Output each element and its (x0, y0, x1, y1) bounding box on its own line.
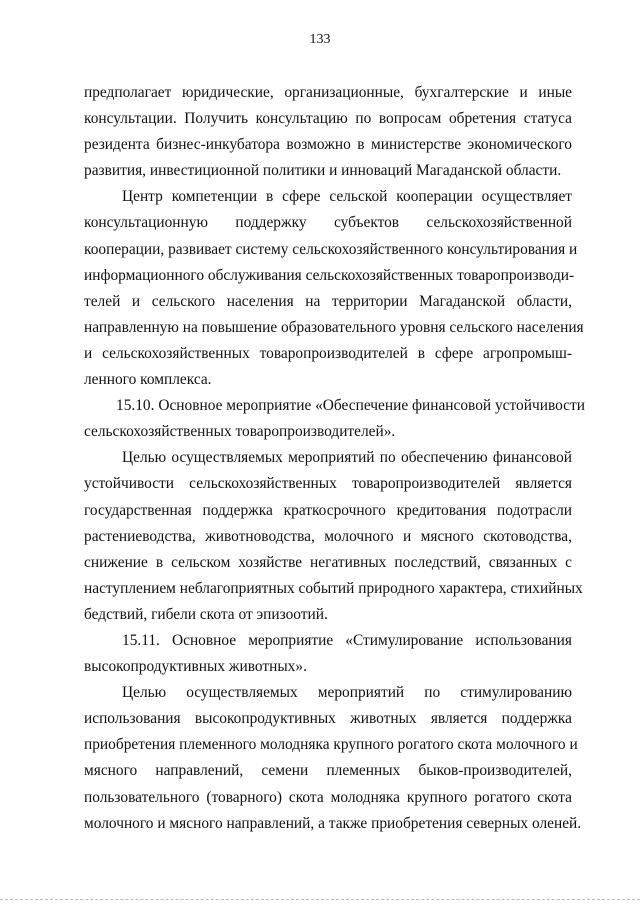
text-line: ленного комплекса. (84, 371, 212, 389)
text-line: использования высокопродуктивных животных является поддержка (84, 710, 572, 728)
text-line: устойчивости сельскохозяйственных товаропроизводителей является (84, 475, 572, 493)
text-line: 15.10. Основное мероприятие «Обеспечение финансовой устойчивости (116, 397, 585, 415)
text-line: сельскохозяйственных товаропроизводителей». (84, 423, 396, 441)
text-line: кооперации, развивает систему сельскохозяйственного консультирования и (84, 240, 578, 258)
text-line: информационного обслуживания сельскохозяйственных товаропроизводи- (84, 266, 575, 284)
text-line: бедствий, гибели скота от эпизоотий. (84, 605, 328, 623)
text-line: Целью осуществляемых мероприятий по обеспечению финансовой (122, 449, 572, 467)
text-line: приобретения племенного молодняка крупного рогатого скота молочного и (84, 736, 578, 754)
text-line: и сельскохозяйственных товаропроизводителей в сфере агропромыш- (84, 344, 572, 362)
page-number: 133 (309, 32, 331, 47)
text-line: консультации. Получить консультацию по вопросам обретения статуса (84, 110, 572, 128)
text-line: высокопродуктивных животных». (84, 658, 307, 676)
footer-rule (0, 899, 640, 901)
text-line: молочного и мясного направлений, а также приобретения северных оленей. (84, 814, 582, 832)
text-line: пользовательного (товарного) скота молодняка крупного рогатого скота (84, 788, 572, 806)
body-text (84, 80, 585, 837)
text-line: направленную на повышение образовательного уровня сельского населения (84, 318, 584, 336)
text-line: Целью осуществляемых мероприятий по стимулированию (122, 684, 572, 702)
text-line: развития, инвестиционной политики и инноваций Магаданской области. (84, 162, 562, 180)
text-line: телей и сельского населения на территории Магаданской области, (84, 292, 572, 310)
text-line: резидента бизнес-инкубатора возможно в министерстве экономического (84, 136, 572, 154)
text-line: снижение в сельском хозяйстве негативных последствий, связанных с (84, 553, 572, 571)
text-line: предполагает юридические, организационные, бухгалтерские и иные (84, 84, 572, 101)
text-line: наступлением неблагоприятных событий природного характера, стихийных (84, 579, 583, 597)
text-line: Центр компетенции в сфере сельской кооперации осуществляет (122, 188, 572, 206)
text-line: растениеводства, животноводства, молочного и мясного скотоводства, (84, 527, 572, 545)
text-line: 15.11. Основное мероприятие «Стимулирование использования (122, 631, 572, 649)
text-line: государственная поддержка краткосрочного кредитования подотрасли (84, 501, 572, 519)
text-line: мясного направлений, семени племенных быков-производителей, (84, 762, 572, 780)
text-line: консультационную поддержку субъектов сельскохозяйственной (84, 214, 572, 232)
